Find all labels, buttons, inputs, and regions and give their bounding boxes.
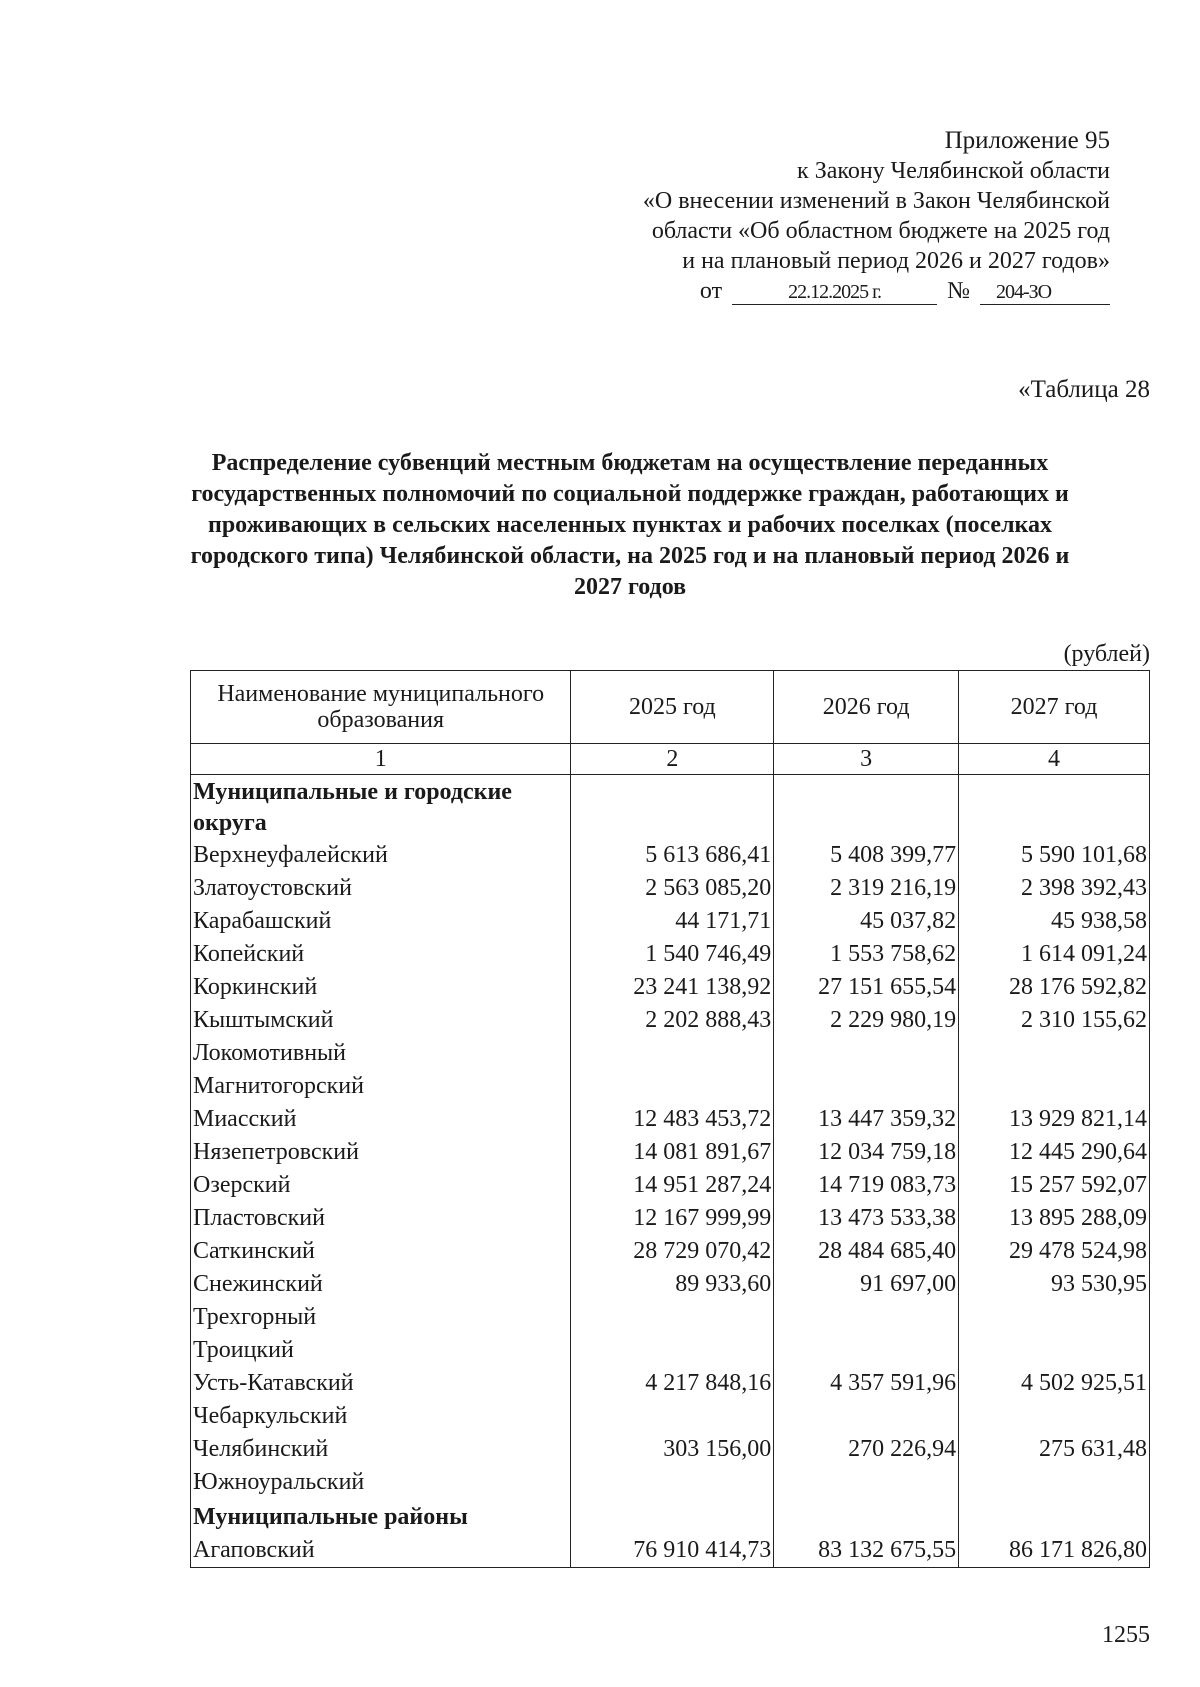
table-row [191,1534,1150,1568]
law-reference-line-1: к Закону Челябинской области [797,158,1110,184]
table-row [191,1169,1150,1202]
value-2026-cell: 83 132 675,55 [774,1534,959,1568]
column-number-1: 1 [191,744,571,775]
value-2026-cell [774,1499,959,1534]
appendix-header [643,126,1110,306]
table-row [191,1235,1150,1268]
value-2026-cell: 91 697,00 [774,1268,959,1301]
law-reference-line-3: области «Об областном бюджете на 2025 год [651,218,1110,244]
value-2026-cell: 5 408 399,77 [774,839,959,872]
municipality-name-cell: Агаповский [191,1534,571,1568]
value-2026-cell [774,1070,959,1103]
value-2025-cell: 14 951 287,24 [571,1169,774,1202]
municipality-name-cell: Верхнеуфалейский [191,839,571,872]
municipality-name-cell: Южноуральский [191,1466,571,1499]
municipality-name-cell: Муниципальные районы [191,1499,571,1534]
value-2027-cell [959,1466,1150,1499]
table-row [191,1004,1150,1037]
value-2025-cell: 12 167 999,99 [571,1202,774,1235]
value-2027-cell: 1 614 091,24 [959,938,1150,971]
value-2025-cell [571,1400,774,1433]
table-row [191,839,1150,872]
municipality-name-cell: Пластовский [191,1202,571,1235]
value-2025-cell: 14 081 891,67 [571,1136,774,1169]
municipality-name-cell: Коркинский [191,971,571,1004]
value-2026-cell: 2 229 980,19 [774,1004,959,1037]
value-2026-cell [774,1334,959,1367]
value-2027-cell: 2 310 155,62 [959,1004,1150,1037]
municipality-name-cell: Саткинский [191,1235,571,1268]
header-2025: 2025 год [571,671,774,744]
units-label: (рублей) [1063,641,1150,667]
value-2027-cell: 2 398 392,43 [959,872,1150,905]
table-row [191,872,1150,905]
table-row [191,1070,1150,1103]
table-row [191,1400,1150,1433]
municipality-name-cell: Нязепетровский [191,1136,571,1169]
appendix-number: Приложение 95 [944,127,1110,154]
value-2026-cell [774,775,959,840]
municipality-name-cell: Усть-Катавский [191,1367,571,1400]
table-row [191,1136,1150,1169]
table-row [191,905,1150,938]
value-2025-cell [571,1301,774,1334]
value-2027-cell: 13 895 288,09 [959,1202,1150,1235]
table-row [191,938,1150,971]
value-2026-cell [774,1400,959,1433]
table-row [191,1367,1150,1400]
value-2025-cell: 44 171,71 [571,905,774,938]
value-2026-cell: 45 037,82 [774,905,959,938]
column-number-4: 4 [959,744,1150,775]
value-2026-cell: 270 226,94 [774,1433,959,1466]
table-row [191,1202,1150,1235]
value-2025-cell [571,1466,774,1499]
municipality-name-cell: Челябинский [191,1433,571,1466]
municipality-name-cell: Златоустовский [191,872,571,905]
value-2027-cell: 15 257 592,07 [959,1169,1150,1202]
municipality-name-cell: Карабашский [191,905,571,938]
municipality-name-cell: Магнитогорский [191,1070,571,1103]
municipality-name-cell: Копейский [191,938,571,971]
law-date: 22.12.2025 г. [732,280,937,305]
table-body [191,775,1150,1568]
value-2027-cell [959,1334,1150,1367]
value-2027-cell: 45 938,58 [959,905,1150,938]
table-row [191,1301,1150,1334]
value-2025-cell: 76 910 414,73 [571,1534,774,1568]
value-2026-cell: 2 319 216,19 [774,872,959,905]
value-2027-cell [959,1301,1150,1334]
table-row [191,1268,1150,1301]
value-2025-cell: 23 241 138,92 [571,971,774,1004]
municipality-name-cell: Муниципальные и городские округа [191,775,571,840]
value-2026-cell: 27 151 655,54 [774,971,959,1004]
header-municipality: Наименование муниципального образования [191,671,571,744]
municipality-name-cell: Локомотивный [191,1037,571,1070]
value-2026-cell [774,1466,959,1499]
value-2027-cell: 4 502 925,51 [959,1367,1150,1400]
value-2026-cell: 4 357 591,96 [774,1367,959,1400]
municipality-name-cell: Снежинский [191,1268,571,1301]
table-row [191,1466,1150,1499]
value-2027-cell [959,1070,1150,1103]
value-2027-cell [959,1037,1150,1070]
value-2025-cell [571,1334,774,1367]
from-label: от [699,278,723,304]
value-2027-cell: 29 478 524,98 [959,1235,1150,1268]
table-group-row [191,775,1150,840]
value-2025-cell [571,775,774,840]
value-2025-cell: 28 729 070,42 [571,1235,774,1268]
value-2025-cell: 1 540 746,49 [571,938,774,971]
header-2027: 2027 год [959,671,1150,744]
value-2026-cell [774,1037,959,1070]
value-2025-cell: 12 483 453,72 [571,1103,774,1136]
value-2027-cell: 13 929 821,14 [959,1103,1150,1136]
law-reference-line-2: «О внесении изменений в Закон Челябинской [642,188,1110,214]
table-row [191,1037,1150,1070]
value-2027-cell: 275 631,48 [959,1433,1150,1466]
table-row [191,1103,1150,1136]
value-2026-cell: 12 034 759,18 [774,1136,959,1169]
value-2027-cell: 5 590 101,68 [959,839,1150,872]
value-2025-cell: 2 202 888,43 [571,1004,774,1037]
table-row [191,971,1150,1004]
value-2026-cell: 14 719 083,73 [774,1169,959,1202]
value-2026-cell: 13 473 533,38 [774,1202,959,1235]
subvention-table [190,670,1150,1568]
value-2027-cell [959,1499,1150,1534]
table-group-row [191,1499,1150,1534]
page-number: 1255 [1102,1622,1150,1648]
law-number: 204-ЗО [980,280,1110,305]
value-2025-cell: 2 563 085,20 [571,872,774,905]
table-row [191,1433,1150,1466]
value-2027-cell: 86 171 826,80 [959,1534,1150,1568]
value-2027-cell: 28 176 592,82 [959,971,1150,1004]
value-2025-cell: 5 613 686,41 [571,839,774,872]
value-2025-cell: 89 933,60 [571,1268,774,1301]
value-2025-cell: 4 217 848,16 [571,1367,774,1400]
value-2025-cell [571,1499,774,1534]
value-2026-cell: 28 484 685,40 [774,1235,959,1268]
municipality-name-cell: Озерский [191,1169,571,1202]
value-2027-cell: 12 445 290,64 [959,1136,1150,1169]
column-number-3: 3 [774,744,959,775]
municipality-name-cell: Троицкий [191,1334,571,1367]
table-label: «Таблица 28 [1018,376,1150,403]
law-date-number-line [643,276,1110,306]
document-title: Распределение субвенций местным бюджетам на осуществление переданных государственных полномочий по социальной поддержке граждан, работающих и проживающих в сельских населенных пунктах и рабочих поселках (поселках городского типа) Челябинской области, на 2025 год и на плановый период 2026 и 2027 годов [190,450,1070,600]
value-2027-cell [959,775,1150,840]
value-2025-cell: 303 156,00 [571,1433,774,1466]
municipality-name-cell: Чебаркульский [191,1400,571,1433]
table-header-row [191,671,1150,744]
value-2026-cell: 1 553 758,62 [774,938,959,971]
value-2026-cell [774,1301,959,1334]
header-2026: 2026 год [774,671,959,744]
value-2027-cell: 93 530,95 [959,1268,1150,1301]
column-number-row [191,744,1150,775]
value-2026-cell: 13 447 359,32 [774,1103,959,1136]
table-row [191,1334,1150,1367]
value-2025-cell [571,1070,774,1103]
number-label: № [947,278,970,304]
value-2027-cell [959,1400,1150,1433]
column-number-2: 2 [571,744,774,775]
law-reference-line-4: и на плановый период 2026 и 2027 годов» [682,248,1110,274]
municipality-name-cell: Трехгорный [191,1301,571,1334]
municipality-name-cell: Кыштымский [191,1004,571,1037]
municipality-name-cell: Миасский [191,1103,571,1136]
value-2025-cell [571,1037,774,1070]
